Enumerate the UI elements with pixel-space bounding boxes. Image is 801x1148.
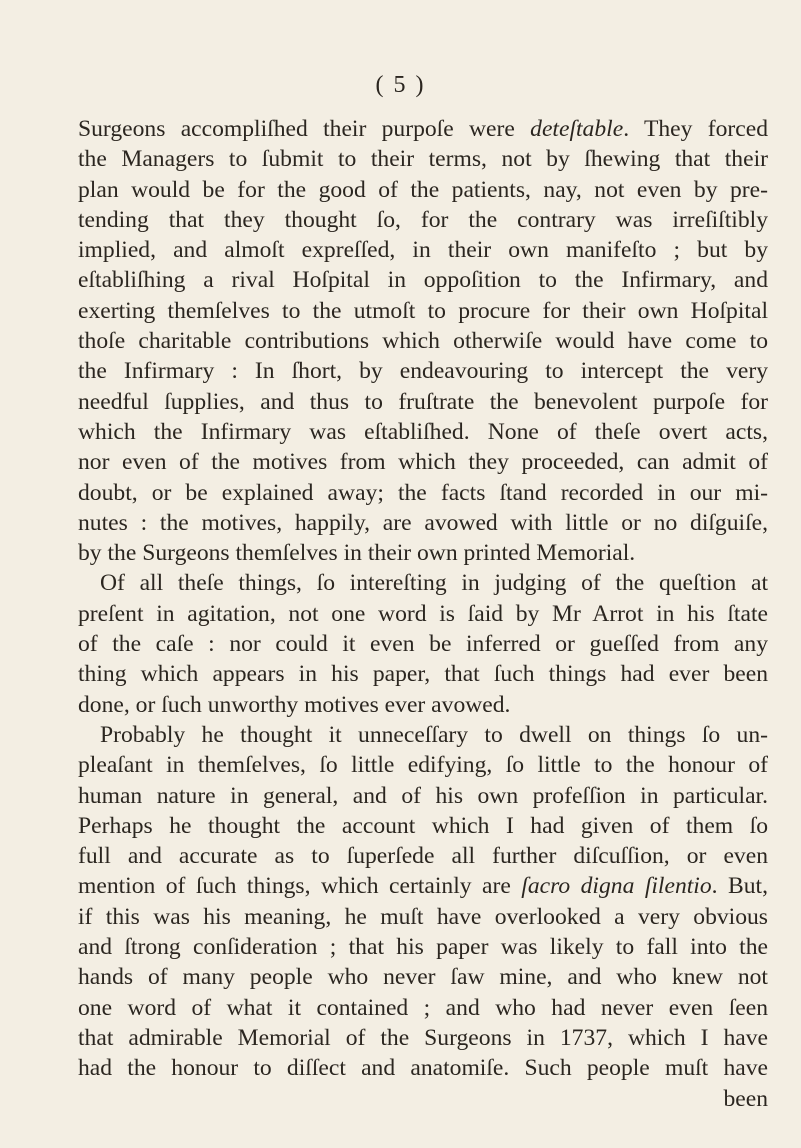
text-line: plan would be for the good of the patients, nay, not even by pre-	[78, 176, 768, 203]
text-line: the Managers to ſubmit to their terms, not by ſhewing that their	[78, 146, 768, 173]
text-line: full and accurate as to ſuperſede all further diſcuſſion, or even	[78, 843, 768, 870]
text-line: Surgeons accompliſhed their purpoſe were deteſtable. They forced	[78, 116, 768, 142]
text-line: Of all theſe things, ſo intereſting in judging of the queſtion at	[100, 570, 768, 597]
text-line: and ſtrong conſideration ; that his paper was likely to fall into the	[78, 934, 768, 961]
catchword: been	[723, 1085, 768, 1112]
text-line: one word of what it contained ; and who had never even ſeen	[78, 994, 768, 1021]
text-line: which the Infirmary was eſtabliſhed. None of theſe overt acts,	[78, 418, 768, 445]
text-line: preſent in agitation, not one word is ſaid by Mr Arrot in his ſtate	[78, 600, 768, 627]
text-line: pleaſant in themſelves, ſo little edifying, ſo little to the honour of	[78, 752, 768, 779]
body-text	[78, 114, 768, 1114]
text-line: the Infirmary : In ſhort, by endeavouring to intercept the very	[78, 358, 768, 385]
text-line: done, or ſuch unworthy motives ever avowed.	[78, 691, 511, 718]
text-line: human nature in general, and of his own profeſſion in particular.	[78, 782, 768, 809]
text-line: that admirable Memorial of the Surgeons in 1737, which I have	[78, 1024, 768, 1051]
text-line: implied, and almoſt expreſſed, in their own manifeſto ; but by	[78, 237, 768, 264]
text-line: exerting themſelves to the utmoſt to procure for their own Hoſpital	[78, 297, 768, 324]
text-line: doubt, or be explained away; the facts ſtand recorded in our mi-	[78, 479, 768, 506]
text-line: Probably he thought it unneceſſary to dwell on things ſo un-	[100, 721, 768, 748]
text-line: thoſe charitable contributions which otherwiſe would have come to	[78, 328, 768, 355]
text-line: Perhaps he thought the account which I had given of them ſo	[78, 812, 768, 839]
text-line: if this was his meaning, he muſt have overlooked a very obvious	[78, 903, 768, 930]
text-line: thing which appears in his paper, that ſuch things had ever been	[78, 661, 768, 688]
text-line: nutes : the motives, happily, are avowed with little or no diſguiſe,	[78, 509, 768, 536]
text-line: eſtabliſhing a rival Hoſpital in oppoſition to the Infirmary, and	[78, 267, 768, 294]
text-line: mention of ſuch things, which certainly are ſacro digna ſilentio. But,	[78, 873, 768, 900]
text-line: tending that they thought ſo, for the contrary was irreſiſtibly	[78, 206, 768, 233]
italic-phrase: deteſtable	[530, 116, 624, 142]
page-number: ( 5 )	[375, 72, 426, 98]
text-line: hands of many people who never ſaw mine, and who knew not	[78, 964, 768, 991]
text-line: had the honour to diſſect and anatomiſe. Such people muſt have	[78, 1055, 768, 1082]
text-line: by the Surgeons themſelves in their own printed Memorial.	[78, 540, 636, 567]
text-line: nor even of the motives from which they proceeded, can admit of	[78, 449, 768, 476]
italic-phrase: ſacro digna ſilentio	[521, 873, 712, 900]
text-line: of the caſe : nor could it even be inferred or gueſſed from any	[78, 631, 768, 658]
text-line: needful ſupplies, and thus to fruſtrate the benevolent purpoſe for	[78, 388, 768, 415]
